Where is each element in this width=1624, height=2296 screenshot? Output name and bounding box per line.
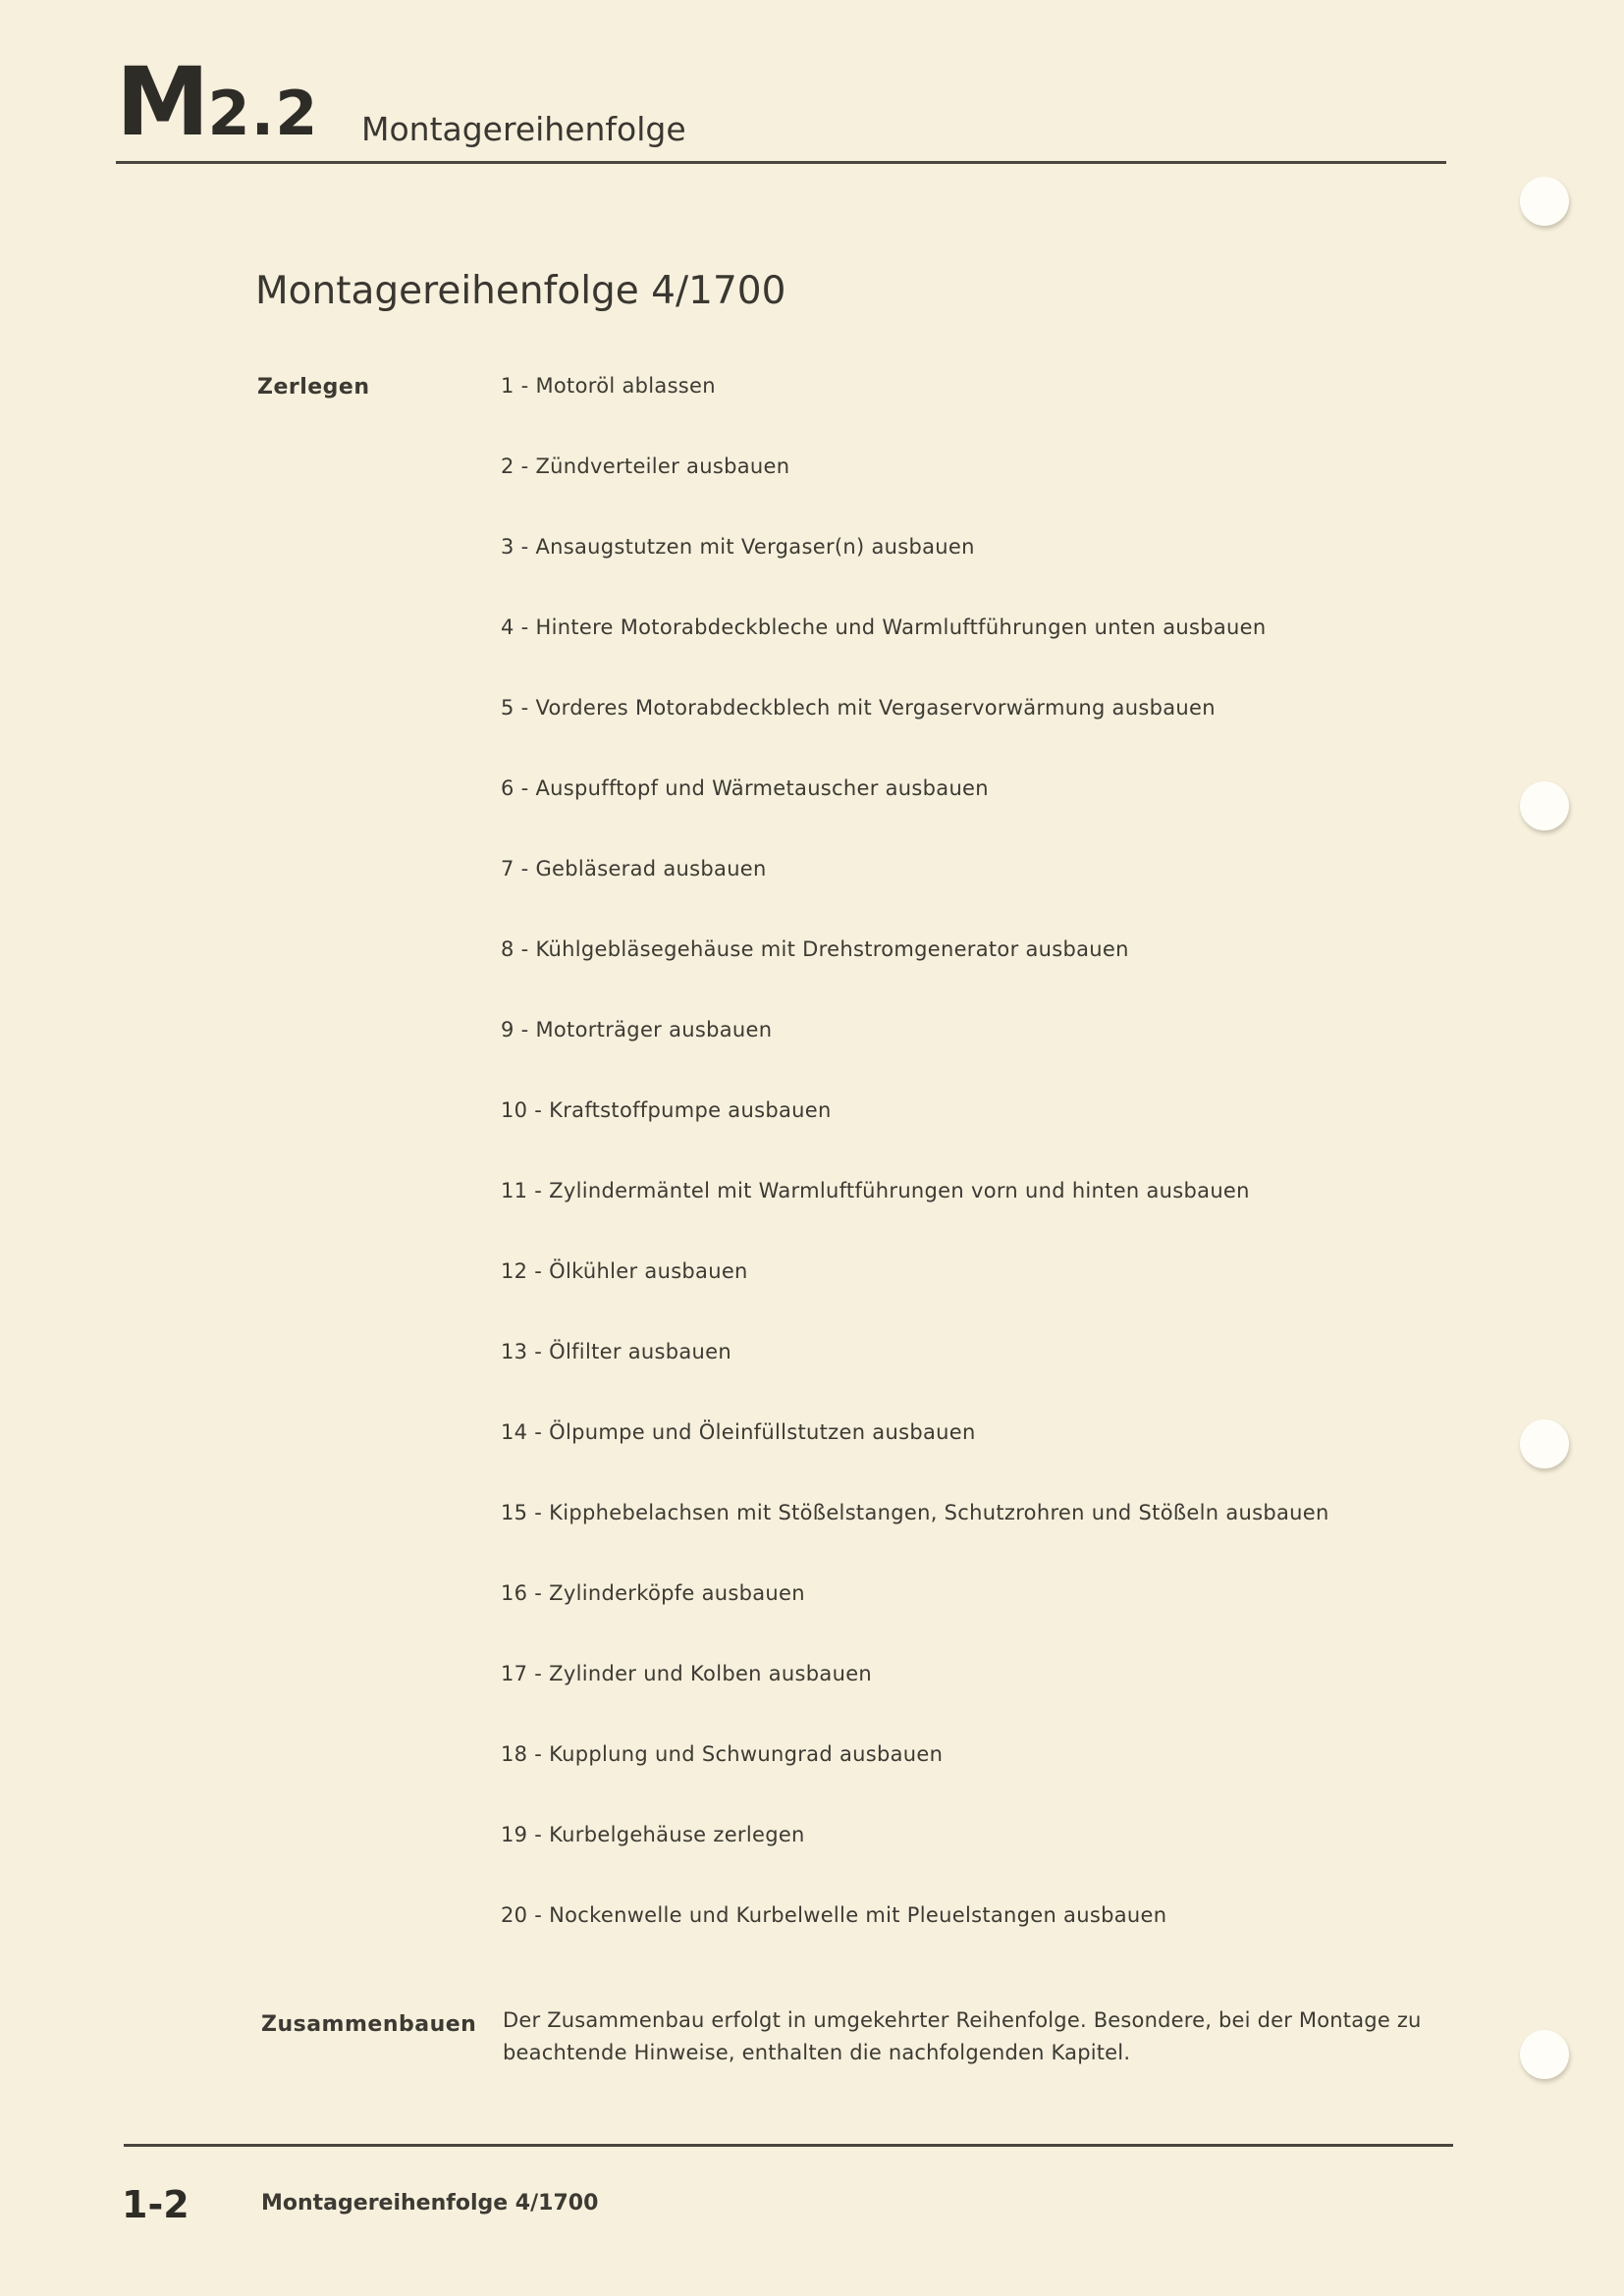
header-section-title: Montagereihenfolge	[361, 110, 686, 148]
step-item: 6 - Auspufftopf und Wärmetauscher ausbauen	[501, 776, 989, 800]
step-item: 16 - Zylinderköpfe ausbauen	[501, 1581, 805, 1605]
footer-rule	[124, 2144, 1453, 2147]
header-code-letter: M	[116, 47, 208, 157]
step-item: 7 - Gebläserad ausbauen	[501, 857, 767, 881]
step-item: 11 - Zylindermäntel mit Warmluftführungen vorn und hinten ausbauen	[501, 1179, 1250, 1202]
step-item: 10 - Kraftstoffpumpe ausbauen	[501, 1098, 832, 1122]
punch-hole	[1520, 2030, 1569, 2079]
step-item: 4 - Hintere Motorabdeckbleche und Warmluftführungen unten ausbauen	[501, 615, 1267, 639]
header-code-number: 2.2	[207, 78, 319, 149]
punch-hole	[1520, 177, 1569, 226]
page-number: 1-2	[122, 2183, 189, 2226]
disassemble-label: Zerlegen	[257, 375, 370, 400]
header-code	[116, 47, 319, 157]
header-rule	[116, 161, 1446, 164]
step-item: 19 - Kurbelgehäuse zerlegen	[501, 1823, 805, 1846]
step-item: 5 - Vorderes Motorabdeckblech mit Vergaservorwärmung ausbauen	[501, 696, 1216, 720]
step-item: 12 - Ölkühler ausbauen	[501, 1259, 748, 1283]
step-item: 18 - Kupplung und Schwungrad ausbauen	[501, 1742, 944, 1766]
assemble-label: Zusammenbauen	[261, 2012, 477, 2037]
step-item: 14 - Ölpumpe und Öleinfüllstutzen ausbauen	[501, 1420, 976, 1444]
step-item: 3 - Ansaugstutzen mit Vergaser(n) ausbauen	[501, 535, 975, 559]
step-item: 9 - Motorträger ausbauen	[501, 1018, 773, 1041]
punch-hole	[1520, 1419, 1569, 1468]
step-item: 1 - Motoröl ablassen	[501, 374, 716, 398]
step-item: 20 - Nockenwelle und Kurbelwelle mit Pleuelstangen ausbauen	[501, 1903, 1167, 1927]
step-item: 2 - Zündverteiler ausbauen	[501, 454, 790, 478]
document-title: Montagereihenfolge 4/1700	[255, 269, 786, 313]
step-item: 13 - Ölfilter ausbauen	[501, 1340, 731, 1363]
step-item: 17 - Zylinder und Kolben ausbauen	[501, 1662, 873, 1685]
step-item: 15 - Kipphebelachsen mit Stößelstangen, Schutzrohren und Stößeln ausbauen	[501, 1501, 1329, 1524]
footer-title: Montagereihenfolge 4/1700	[261, 2191, 599, 2216]
disassembly-steps	[501, 373, 1384, 1983]
punch-hole	[1520, 781, 1569, 830]
assemble-text: Der Zusammenbau erfolgt in umgekehrter Reihenfolge. Besondere, bei der Montage zu beachtende Hinweise, enthalten die nachfolgenden Kapitel.	[503, 2008, 1422, 2064]
step-item: 8 - Kühlgebläsegehäuse mit Drehstromgenerator ausbauen	[501, 937, 1129, 961]
